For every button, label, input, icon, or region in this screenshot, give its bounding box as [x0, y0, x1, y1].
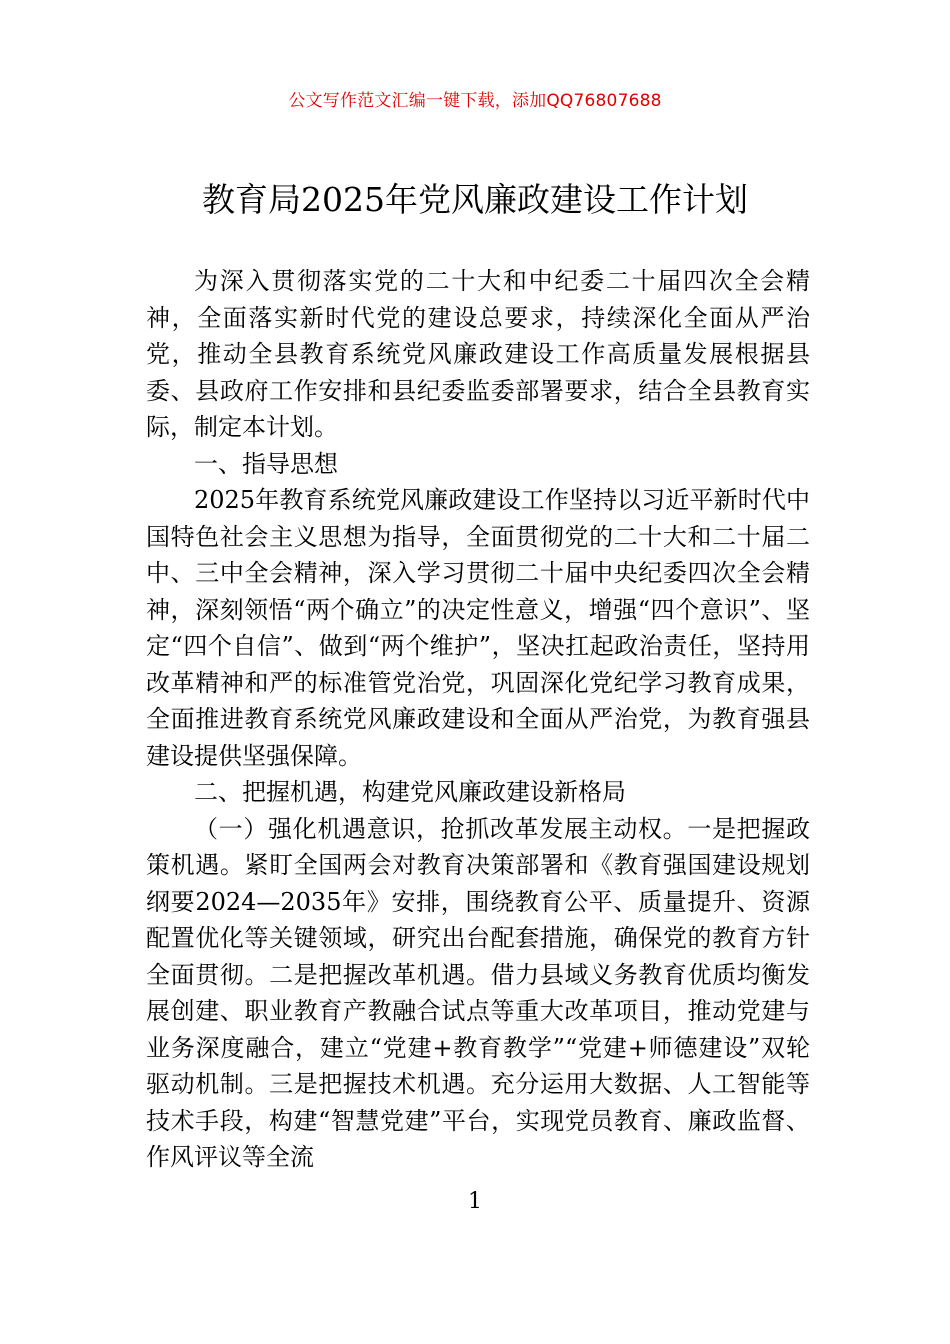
guiding-thought-paragraph: 2025年教育系统党风廉政建设工作坚持以习近平新时代中国特色社会主义思想为指导，全面贯彻党的二十大和二十届二中、三中全会精神，深入学习贯彻二十届中央纪委四次全会精神，深刻领悟“两个确立”的决定性意义，增强“四个意识”、坚定“四个自信”、做到“两个维护”，坚决扛起政治责任，坚持用改革精神和严的标准管党治党，巩固深化党纪学习教育成果，全面推进教育系统党风廉政建设和全面从严治党，为教育强县建设提供坚强保障。: [146, 486, 810, 770]
section-heading-2: 二、把握机遇，构建党风廉政建设新格局: [194, 778, 626, 806]
watermark-text: 公文写作范文汇编一键下载，添加QQ76807688: [288, 91, 662, 111]
document-title: 教育局2025年党风廉政建设工作计划: [202, 180, 748, 219]
page-number: 1: [468, 1189, 482, 1214]
section-heading-1: 一、指导思想: [194, 449, 338, 478]
intro-paragraph: 为深入贯彻落实党的二十大和中纪委二十届四次全会精神，全面落实新时代党的建设总要求，持续深化全面从严治党，推动全县教育系统党风廉政建设工作高质量发展根据县委、县政府工作安排和县纪委监委部署要求，结合全县教育实际，制定本计划。: [146, 267, 810, 441]
document-body: [146, 263, 810, 1176]
subsection-paragraph-1: （一）强化机遇意识，抢抓改革发展主动权。一是把握政策机遇。紧盯全国两会对教育决策部署和《教育强国建设规划纲要2024—2035年》安排，围绕教育公平、质量提升、资源配置优化等关键领域，研究出台配套措施，确保党的教育方针全面贯彻。二是把握改革机遇。借力县域义务教育优质均衡发展创建、职业教育产教融合试点等重大改革项目，推动党建与业务深度融合，建立“党建+教育教学”“党建+师德建设”双轮驱动机制。三是把握技术机遇。充分运用大数据、人工智能等技术手段，构建“智慧党建”平台，实现党员教育、廉政监督、作风评议等全流: [146, 814, 810, 1171]
